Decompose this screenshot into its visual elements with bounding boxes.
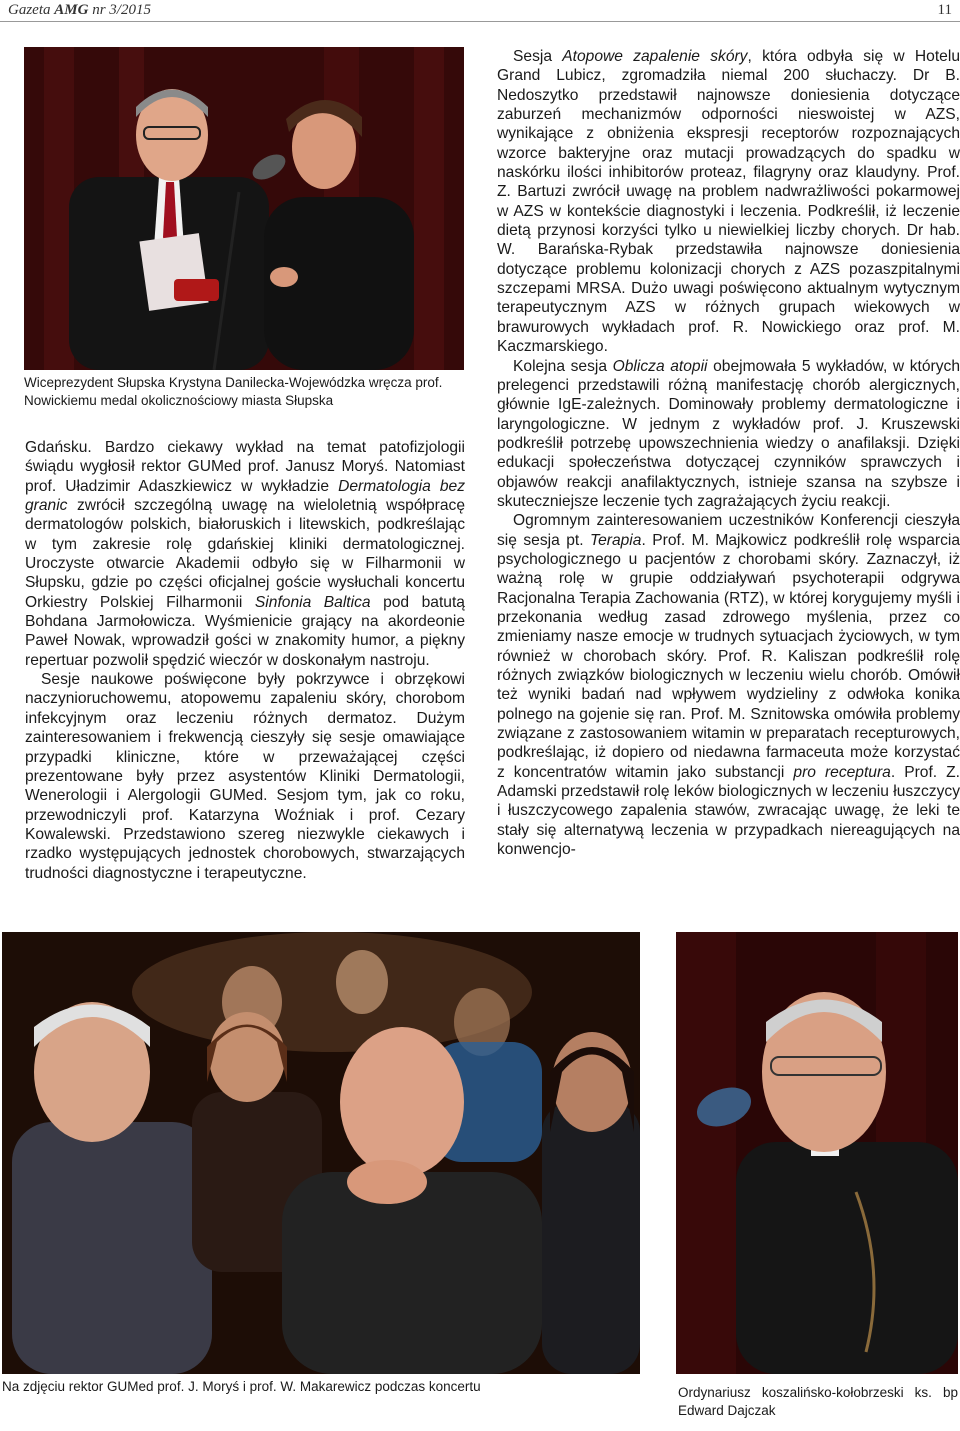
paragraph [497,511,960,859]
page-number: 11 [937,2,952,18]
text-run-italic: Sinfonia Baltica [254,593,371,611]
caption-audience-concert: Na zdjęciu rektor GUMed prof. J. Moryś i prof. W. Makarewicz podczas koncertu [2,1379,481,1394]
text-run-italic: Oblicza atopii [612,357,708,375]
paragraph [25,438,465,670]
text-run-italic: Atopowe zapalenie skóry [562,48,748,65]
text-run: Kolejna sesja [513,357,613,375]
photo-audience-concert-illustration [2,932,640,1374]
text-run: pod batutą Bohdana Jarmołowicza. Wyśmienicie grający na akordeonie Paweł Nowak, wprowadził gości w znakomity humor, a piękny repertuar pozwolił spędzić wieczór w doskonałym nastroju. [25,593,465,669]
article-column-right [497,47,960,859]
header-rule [0,21,960,22]
text-run: Gdańsku. Bardzo ciekawy wykład na temat patofizjologii świądu wygłosił rektor GUMed prof. Janusz Moryś. Natomiast prof. Uładzimir Adaszkiewicz w wykładzie [25,439,465,495]
caption-medal-ceremony: Wiceprezydent Słupska Krystyna Danilecka-Wojewódzka wręcza prof. Nowickiemu medal okolicznościowy miasta Słupska [24,375,443,408]
text-run-italic: pro receptura [793,763,891,781]
photo-bishop-illustration [676,932,958,1374]
text-run: zwrócił szczególną uwagę na wieloletnią współpracę dermatologów polskich, białoruskich i litewskich, podkreślając w tym zakresie rolę gdańskiej kliniki dermatologicznej. Uroczyste otwarcie Akademii odbyło się w Filharmonii w Słupsku, gdzie po części oficjalnej goście wysłuchali koncertu Orkiestry Polskiej Filharmonii [25,497,465,611]
text-run: . Prof. M. Majkowicz podkreślił rolę wsparcia psychologicznego u pacjentów z chorobami skóry. Zaznaczył, iż ważną rolę w grupie oddziaływań psychoterapii odgrywa Racjonalna Terapia Zachowania (RTZ), w której korygujemy myśli i przekonania według zasad zdrowego myślenia, przez co zmieniamy nasze emocje w trudnych sytuacjach życiowych, w tym również w chorobach skóry. Prof. R. Kaliszan podkreślił rolę różnych związków biologicznych w leczeniu wielu chorób. Omówił też wyniki badań nad wpływem wydzieliny z odwłoka konika polnego na gojenie się ran. Prof. M. Sznitowska omówiła problemy związane z zastosowaniem witamin w preparatach recepturowych, podkreślając, iż dopiero od niedawna farmaceuta może korzystać z koncentratów witamin jako substancji [497,531,960,781]
text-run: . Prof. Z. Adamski przedstawił rolę leków biologicznych w leczeniu łuszczycy i łuszczycowego zapalenia stawów, zwracając uwagę, że leki te stały się alternatywą leczenia w przypadkach niereagujących na konwencjo- [497,763,960,859]
caption-bishop: Ordynariusz koszalińsko-kołobrzeski ks. bp Edward Dajczak [678,1385,958,1418]
journal-name: Gazeta [8,2,55,18]
photo-medal-ceremony-illustration [24,47,464,370]
text-run: obejmowała 5 wykładów, w których prelegenci przedstawili różną manifestację chorób alergicznych, głównie IgE-zależnych. Dominowały problemy dermatologiczne i laryngologiczne. W jednym z wykładów prof. J. Kruszewski podkreślił potrzebę upowszechnienia wiedzy o anafilaksji. Dzięki edukacji społeczeństwa dotyczącej czynników sprawczych i objawów reakcji anafilaktycznych, istnieje szansa na szybsze i skuteczniejsze leczenie tych zagrażających życiu reakcji. [497,357,960,510]
text-run: Ogromnym zainteresowaniem uczestników Konferencji cieszyła się sesja pt. [497,512,960,549]
journal-issue: nr 3/2015 [88,2,151,18]
paragraph [497,357,960,512]
text-run-italic: Dermatologia bez granic [25,477,466,515]
journal-name-bold: AMG [54,2,89,18]
photo-medal-ceremony [24,47,464,370]
text-run: Sesja [513,48,563,65]
paragraph [497,47,960,357]
photo-audience-concert [2,932,640,1374]
text-run: , która odbyła się w Hotelu Grand Lubicz, zgromadziła niemal 200 słuchaczy. Dr B. Nedoszytko przedstawił najnowsze doniesienia dotyczące zaburzeń mechanizmów odporności nieswoistej w AZS, wynikające z obniżenia ekspresji receptorów rozpoznających wzorce bakteryjne oraz mutacji prowadzących do spadku w naskórku ilości inhibitorów proteaz, filagryny oraz klaudyny. Prof. Z. Bartuzi zwrócił uwagę na problem nadwrażliwości pokarmowej w AZS w kontekście diagnostyki i leczenia. Podkreślił, iż leczenie dietą przynosi korzyści tylko u niewielkiej liczby chorych. Dr hab. W. Barańska-Rybak przedstawiła najnowsze doniesienia dotyczące problemu kolonizacji chorych z AZS pozaszpitalnymi szczepami MRSA. Dużo uwagi poświęcono aktualnym wytycznym terapeutycznym AZS w różnych grupach wiekowych w brawurowych wykładach prof. R. Nowickiego oraz prof. M. Kaczmarskiego. [497,48,960,356]
photo-bishop [676,932,958,1374]
paragraph: Sesje naukowe poświęcone były pokrzywce i obrzękowi naczynioruchowemu, atopowemu zapaleniu skóry, chorobom infekcyjnym oraz leczeniu różnych dermatoz. Dużym zainteresowaniem i frekwencją cieszyły się sesje omawiające przypadki kliniczne, które w przeważającej części prezentowane były przez asystentów Kliniki Dermatologii, Wenerologii i Alergologii GUMed. Sesjom tym, jak co roku, przewodniczyli prof. Katarzyna Woźniak i prof. Cezary Kowalewski. Przedstawiono szereg niezwykle ciekawych i rzadko występujących jednostek chorobowych, stwarzających trudności diagnostyczne i terapeutyczne. [25,671,465,882]
journal-title [8,2,151,19]
page-header [0,0,960,22]
article-column-left [25,438,465,883]
text-run-italic: Terapia [590,531,642,549]
